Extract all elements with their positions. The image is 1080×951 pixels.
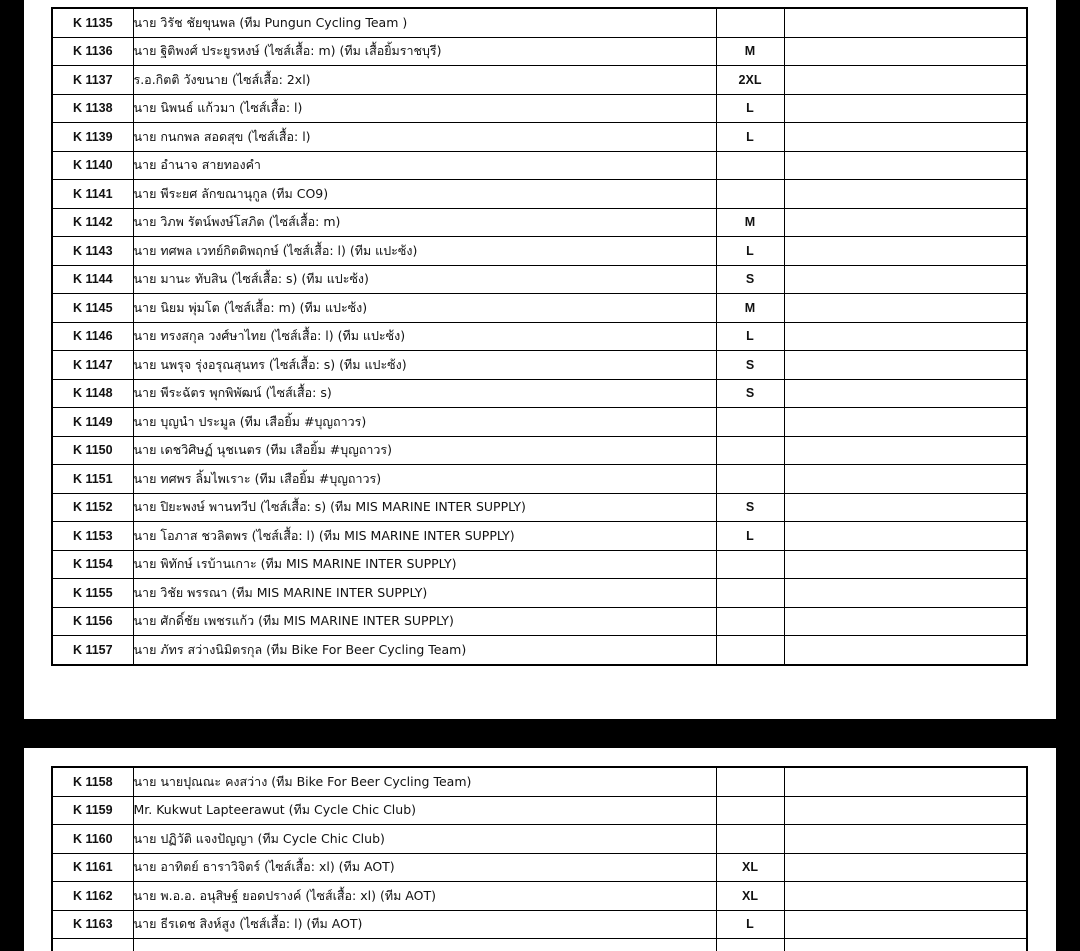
- table-row: [52, 796, 1027, 825]
- table-row: [52, 66, 1027, 95]
- registration-table: [51, 7, 1028, 666]
- participant-name-cell: นาย ศักดิ์ชัย เพชรแก้ว (ทีม MIS MARINE INTER SUPPLY): [133, 607, 716, 636]
- notes-cell: [784, 66, 1027, 95]
- shirt-size-cell: L: [716, 94, 784, 123]
- participant-name-cell: นาย พีระยศ ลักขณานุกูล (ทีม CO9): [133, 180, 716, 209]
- table-row: [52, 151, 1027, 180]
- participant-name-cell: นาย พิทักษ์ เรบ้านเกาะ (ทีม MIS MARINE INTER SUPPLY): [133, 550, 716, 579]
- table-row: [52, 853, 1027, 882]
- notes-cell: [784, 853, 1027, 882]
- bib-number-cell: K 1136: [52, 37, 133, 66]
- shirt-size-cell: [716, 579, 784, 608]
- table-row: [52, 522, 1027, 551]
- bib-number-cell: K 1149: [52, 408, 133, 437]
- table-row: [52, 322, 1027, 351]
- table-row: [52, 910, 1027, 939]
- notes-cell: [784, 123, 1027, 152]
- shirt-size-cell: S: [716, 265, 784, 294]
- table-row: [52, 767, 1027, 796]
- bib-number-cell: K 1142: [52, 208, 133, 237]
- shirt-size-cell: L: [716, 123, 784, 152]
- participant-name-cell: นาย ปฏิวัติ แจงปัญญา (ทีม Cycle Chic Club): [133, 825, 716, 854]
- table-row: [52, 408, 1027, 437]
- shirt-size-cell: XL: [716, 853, 784, 882]
- notes-cell: [784, 151, 1027, 180]
- participant-name-cell: นาย นิพนธ์ แก้วมา (ไซส์เสื้อ: l): [133, 94, 716, 123]
- shirt-size-cell: L: [716, 910, 784, 939]
- notes-cell: [784, 493, 1027, 522]
- table-row: [52, 180, 1027, 209]
- registration-table: [51, 766, 1028, 951]
- bib-number-cell: K 1147: [52, 351, 133, 380]
- table-row: [52, 436, 1027, 465]
- shirt-size-cell: M: [716, 208, 784, 237]
- notes-cell: [784, 408, 1027, 437]
- shirt-size-cell: [716, 607, 784, 636]
- participant-name-cell: นาย กนกพล สอดสุข (ไซส์เสื้อ: l): [133, 123, 716, 152]
- shirt-size-cell: XL: [716, 882, 784, 911]
- bib-number-cell: K 1143: [52, 237, 133, 266]
- shirt-size-cell: [716, 767, 784, 796]
- notes-cell: [784, 8, 1027, 37]
- notes-cell: [784, 939, 1027, 951]
- bib-number-cell: K 1145: [52, 294, 133, 323]
- bib-number-cell: K 1162: [52, 882, 133, 911]
- notes-cell: [784, 636, 1027, 665]
- participant-name-cell: นาย ทศพร ลิ้มไพเราะ (ทีม เสือยิ้ม #บุญถาวร): [133, 465, 716, 494]
- participant-name-cell: [133, 939, 716, 951]
- shirt-size-cell: M: [716, 294, 784, 323]
- shirt-size-cell: [716, 180, 784, 209]
- document-page-2: [24, 748, 1056, 951]
- bib-number-cell: K 1160: [52, 825, 133, 854]
- shirt-size-cell: [716, 796, 784, 825]
- bib-number-cell: K 1139: [52, 123, 133, 152]
- notes-cell: [784, 180, 1027, 209]
- participant-name-cell: นาย นิยม พุ่มโต (ไซส์เสื้อ: m) (ทีม แปะซ้ง): [133, 294, 716, 323]
- notes-cell: [784, 208, 1027, 237]
- shirt-size-cell: S: [716, 493, 784, 522]
- notes-cell: [784, 294, 1027, 323]
- bib-number-cell: K 1150: [52, 436, 133, 465]
- participant-name-cell: นาย วิรัช ชัยขุนพล (ทีม Pungun Cycling Team ): [133, 8, 716, 37]
- bib-number-cell: K 1161: [52, 853, 133, 882]
- table-row: [52, 123, 1027, 152]
- shirt-size-cell: [716, 825, 784, 854]
- participant-name-cell: นาย ปิยะพงษ์ พานทวีป (ไซส์เสื้อ: s) (ทีม MIS MARINE INTER SUPPLY): [133, 493, 716, 522]
- participant-name-cell: นาย ภัทร สว่างนิมิตรกุล (ทีม Bike For Beer Cycling Team): [133, 636, 716, 665]
- document-page-1: [24, 0, 1056, 719]
- table-row: [52, 939, 1027, 951]
- participant-name-cell: นาย โอภาส ชวลิตพร (ไซส์เสื้อ: l) (ทีม MIS MARINE INTER SUPPLY): [133, 522, 716, 551]
- notes-cell: [784, 522, 1027, 551]
- bib-number-cell: K 1135: [52, 8, 133, 37]
- table-row: [52, 379, 1027, 408]
- shirt-size-cell: [716, 939, 784, 951]
- shirt-size-cell: [716, 550, 784, 579]
- table-row: [52, 37, 1027, 66]
- table-row: [52, 294, 1027, 323]
- participant-name-cell: นาย ทรงสกุล วงศ์ษาไทย (ไซส์เสื้อ: l) (ทีม แปะซ้ง): [133, 322, 716, 351]
- participant-name-cell: นาย นายปุณณะ คงสว่าง (ทีม Bike For Beer Cycling Team): [133, 767, 716, 796]
- table-row: [52, 8, 1027, 37]
- participant-name-cell: นาย วิภพ รัตน์พงษ์โสภิต (ไซส์เสื้อ: m): [133, 208, 716, 237]
- shirt-size-cell: M: [716, 37, 784, 66]
- bib-number-cell: K 1163: [52, 910, 133, 939]
- notes-cell: [784, 265, 1027, 294]
- notes-cell: [784, 579, 1027, 608]
- participant-name-cell: นาย ฐิติพงศ์ ประยูรหงษ์ (ไซส์เสื้อ: m) (ทีม เสื้อยิ้มราชบุรี): [133, 37, 716, 66]
- bib-number-cell: K 1148: [52, 379, 133, 408]
- table-row: [52, 607, 1027, 636]
- participant-name-cell: นาย บุญนำ ประมูล (ทีม เสือยิ้ม #บุญถาวร): [133, 408, 716, 437]
- bib-number-cell: K 1154: [52, 550, 133, 579]
- participant-name-cell: นาย พ.อ.อ. อนุสิษฐ์ ยอดปรางค์ (ไซส์เสื้อ: xl) (ทีม AOT): [133, 882, 716, 911]
- bib-number-cell: K 1138: [52, 94, 133, 123]
- table-row: [52, 351, 1027, 380]
- notes-cell: [784, 607, 1027, 636]
- bib-number-cell: K 1152: [52, 493, 133, 522]
- bib-number-cell: K 1153: [52, 522, 133, 551]
- shirt-size-cell: [716, 8, 784, 37]
- participant-name-cell: นาย ธีรเดช สิงห์สูง (ไซส์เสื้อ: l) (ทีม AOT): [133, 910, 716, 939]
- shirt-size-cell: L: [716, 237, 784, 266]
- notes-cell: [784, 910, 1027, 939]
- table-row: [52, 94, 1027, 123]
- shirt-size-cell: S: [716, 351, 784, 380]
- bib-number-cell: K 1144: [52, 265, 133, 294]
- shirt-size-cell: S: [716, 379, 784, 408]
- shirt-size-cell: [716, 636, 784, 665]
- notes-cell: [784, 796, 1027, 825]
- notes-cell: [784, 94, 1027, 123]
- bib-number-cell: K 1137: [52, 66, 133, 95]
- shirt-size-cell: [716, 408, 784, 437]
- bib-number-cell: K 1151: [52, 465, 133, 494]
- notes-cell: [784, 37, 1027, 66]
- notes-cell: [784, 882, 1027, 911]
- participant-name-cell: นาย เดชวิศิษฏ์ นุชเนตร (ทีม เสือยิ้ม #บุญถาวร): [133, 436, 716, 465]
- notes-cell: [784, 379, 1027, 408]
- table-row: [52, 237, 1027, 266]
- table-row: [52, 825, 1027, 854]
- bib-number-cell: K 1146: [52, 322, 133, 351]
- bib-number-cell: K 1158: [52, 767, 133, 796]
- bib-number-cell: K 1156: [52, 607, 133, 636]
- table-row: [52, 265, 1027, 294]
- participant-name-cell: Mr. Kukwut Lapteerawut (ทีม Cycle Chic Club): [133, 796, 716, 825]
- notes-cell: [784, 825, 1027, 854]
- bib-number-cell: K 1140: [52, 151, 133, 180]
- shirt-size-cell: [716, 151, 784, 180]
- notes-cell: [784, 550, 1027, 579]
- participant-name-cell: นาย อำนาจ สายทองคำ: [133, 151, 716, 180]
- shirt-size-cell: 2XL: [716, 66, 784, 95]
- notes-cell: [784, 322, 1027, 351]
- bib-number-cell: [52, 939, 133, 951]
- participant-name-cell: นาย ทศพล เวทย์กิตติพฤกษ์ (ไซส์เสื้อ: l) (ทีม แปะซ้ง): [133, 237, 716, 266]
- shirt-size-cell: [716, 436, 784, 465]
- participant-name-cell: นาย วิชัย พรรณา (ทีม MIS MARINE INTER SUPPLY): [133, 579, 716, 608]
- participant-name-cell: ร.อ.กิตติ วังขนาย (ไซส์เสื้อ: 2xl): [133, 66, 716, 95]
- table-row: [52, 550, 1027, 579]
- table-row: [52, 208, 1027, 237]
- notes-cell: [784, 465, 1027, 494]
- notes-cell: [784, 436, 1027, 465]
- table-row: [52, 636, 1027, 665]
- notes-cell: [784, 237, 1027, 266]
- table-row: [52, 882, 1027, 911]
- bib-number-cell: K 1159: [52, 796, 133, 825]
- table-row: [52, 493, 1027, 522]
- shirt-size-cell: L: [716, 322, 784, 351]
- bib-number-cell: K 1141: [52, 180, 133, 209]
- participant-name-cell: นาย พีระฉัตร พุกพิพัฒน์ (ไซส์เสื้อ: s): [133, 379, 716, 408]
- bib-number-cell: K 1155: [52, 579, 133, 608]
- bib-number-cell: K 1157: [52, 636, 133, 665]
- participant-name-cell: นาย มานะ ทับสิน (ไซส์เสื้อ: s) (ทีม แปะซ้ง): [133, 265, 716, 294]
- notes-cell: [784, 767, 1027, 796]
- shirt-size-cell: [716, 465, 784, 494]
- table-row: [52, 465, 1027, 494]
- participant-name-cell: นาย อาทิตย์ ธาราวิจิตร์ (ไซส์เสื้อ: xl) (ทีม AOT): [133, 853, 716, 882]
- notes-cell: [784, 351, 1027, 380]
- shirt-size-cell: L: [716, 522, 784, 551]
- table-row: [52, 579, 1027, 608]
- participant-name-cell: นาย นพรุจ รุ่งอรุณสุนทร (ไซส์เสื้อ: s) (ทีม แปะซ้ง): [133, 351, 716, 380]
